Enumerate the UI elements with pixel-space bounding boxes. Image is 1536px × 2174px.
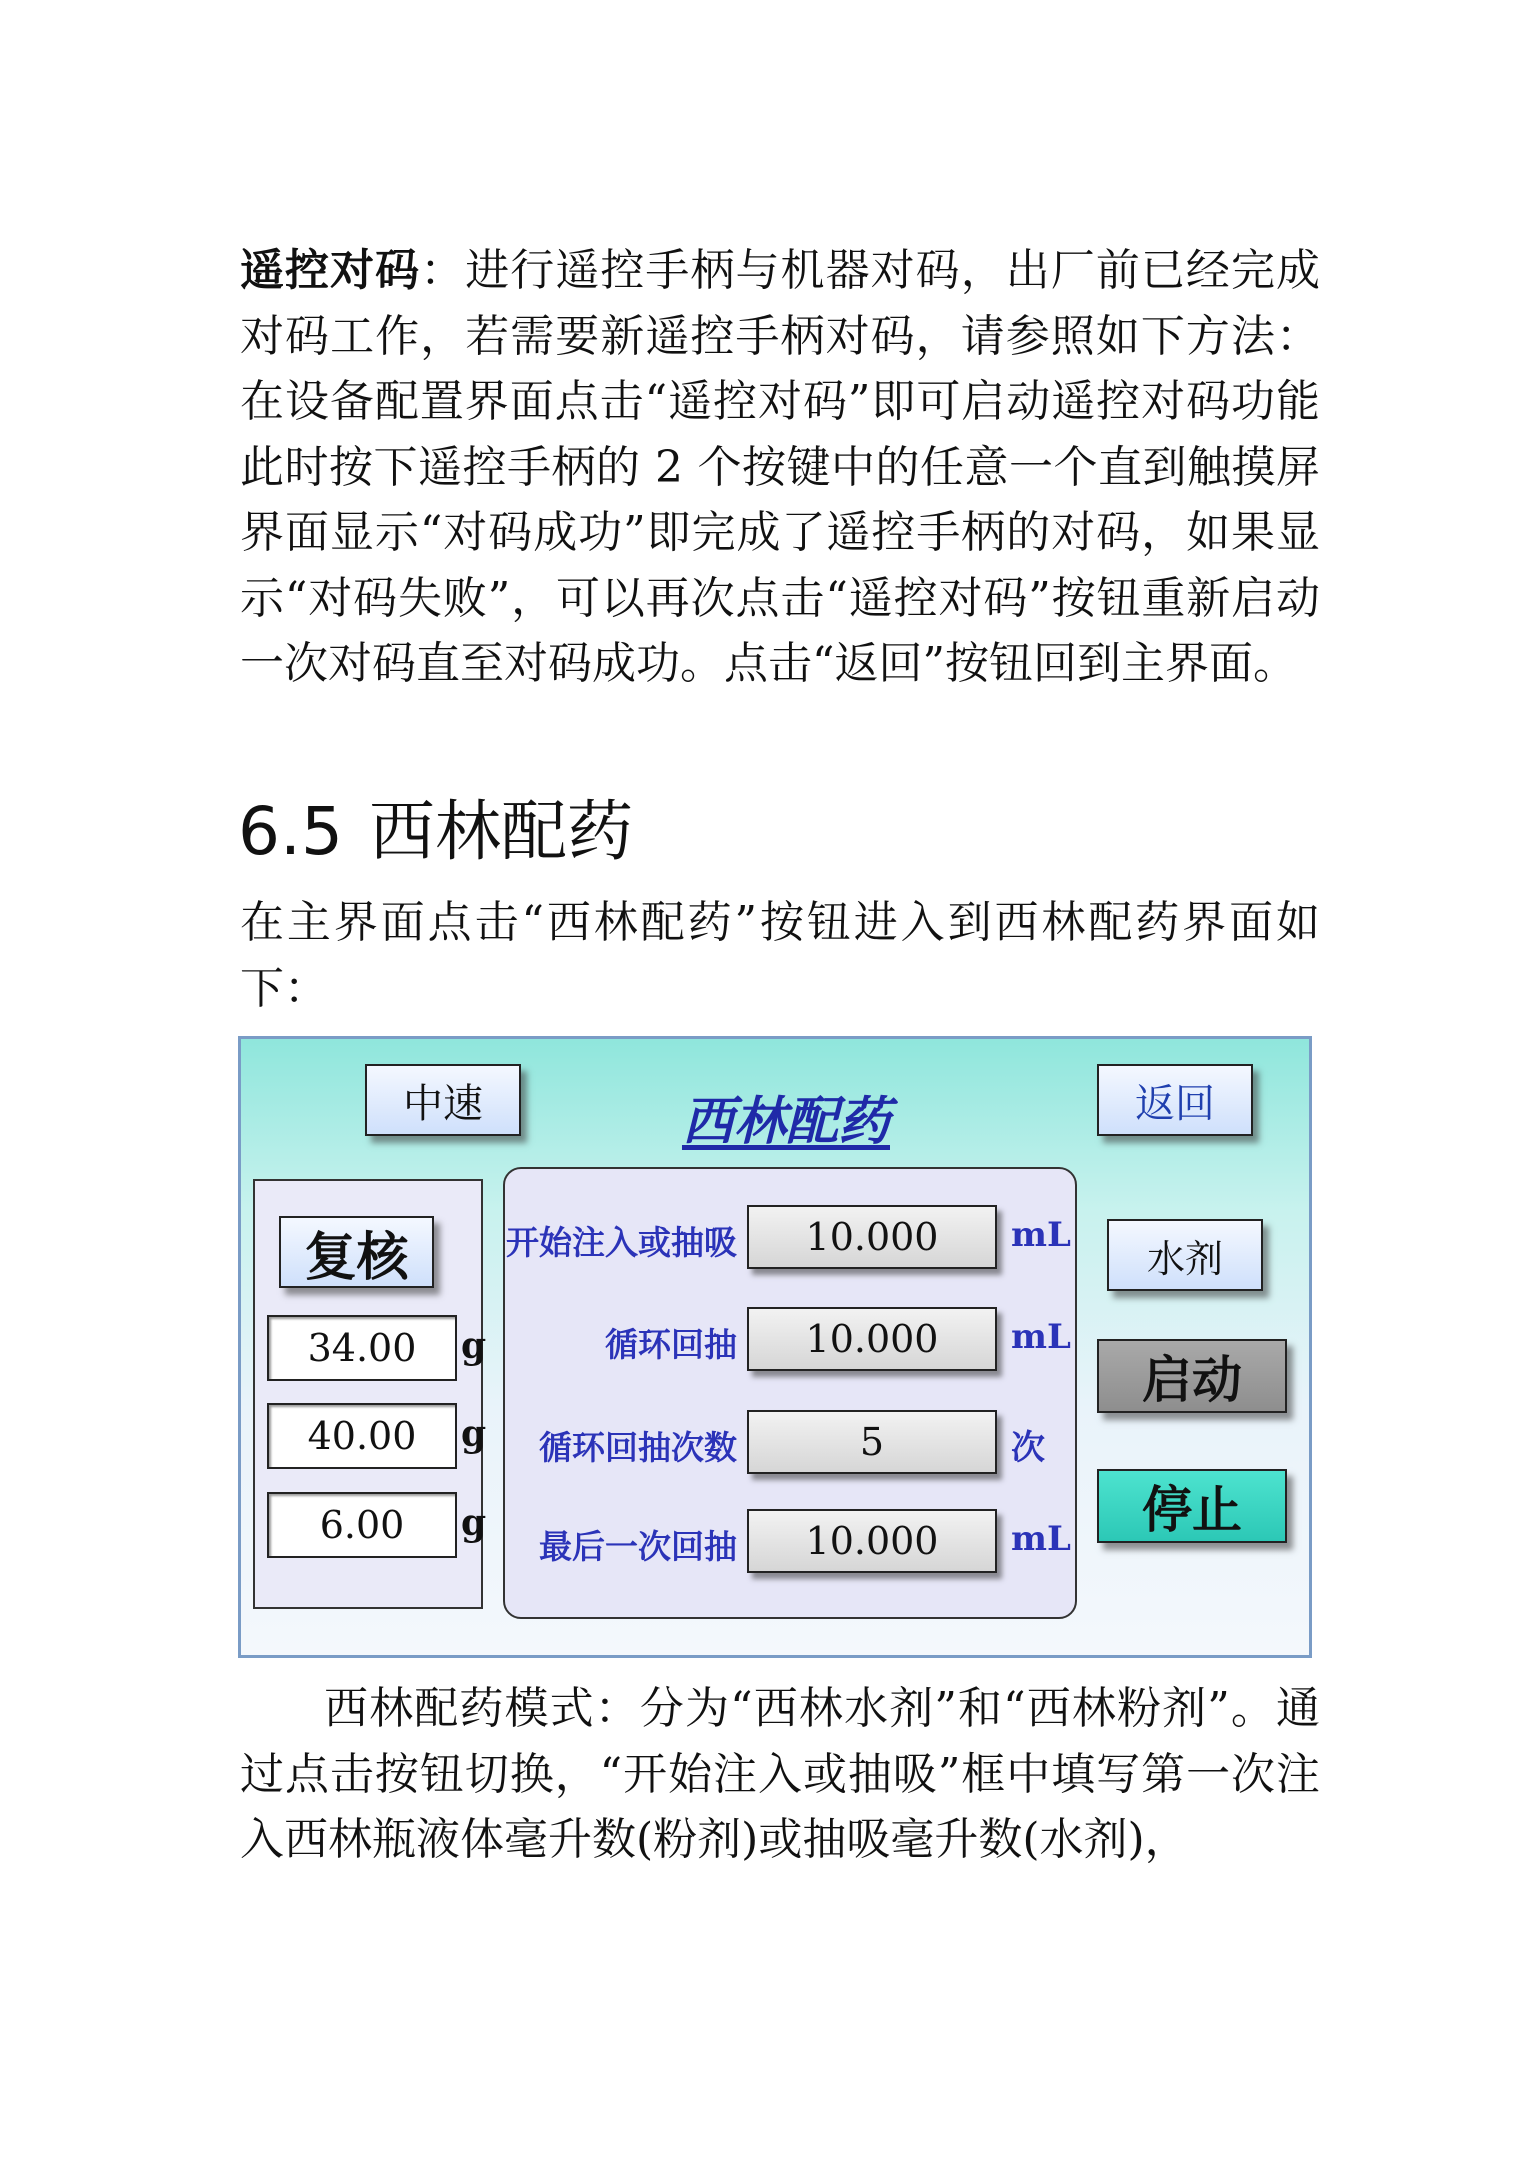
- weight-field-3[interactable]: 6.00: [267, 1492, 457, 1558]
- param-unit-cycle-count: 次: [1011, 1428, 1045, 1468]
- remote-pairing-paragraph: [240, 238, 1320, 697]
- section-title: 西林配药: [368, 793, 633, 870]
- start-button[interactable]: 启动: [1097, 1339, 1287, 1413]
- param-label-final-draw: 最后一次回抽: [539, 1527, 737, 1566]
- weight-panel: [253, 1179, 487, 1609]
- param-field-final-draw[interactable]: 10.000: [747, 1509, 997, 1573]
- param-field-cycle-draw[interactable]: 10.000: [747, 1307, 997, 1371]
- param-field-cycle-count[interactable]: 5: [747, 1410, 997, 1474]
- water-mode-button[interactable]: 水剂: [1107, 1219, 1263, 1291]
- remote-pairing-term: 遥控对码: [240, 245, 421, 296]
- weight-unit-1: g: [461, 1325, 487, 1367]
- param-label-cycle-count: 循环回抽次数: [539, 1428, 737, 1467]
- param-label-cycle-draw: 循环回抽: [605, 1325, 737, 1364]
- param-field-initial-draw[interactable]: 10.000: [747, 1205, 997, 1269]
- param-unit-initial-draw: mL: [1011, 1215, 1071, 1255]
- weight-field-2[interactable]: 40.00: [267, 1403, 457, 1469]
- weight-field-1[interactable]: 34.00: [267, 1315, 457, 1381]
- param-label-initial-draw: 开始注入或抽吸: [506, 1223, 737, 1262]
- section-number: 6.5: [238, 793, 343, 870]
- param-unit-cycle-draw: mL: [1011, 1317, 1071, 1357]
- section-heading: [238, 792, 633, 872]
- recheck-button[interactable]: 复核: [279, 1216, 434, 1288]
- weight-unit-3: g: [461, 1502, 487, 1544]
- intro-paragraph: 在主界面点击“西林配药”按钮进入到西林配药界面如下：: [240, 897, 1320, 1014]
- xilin-dispensing-screen: [238, 1036, 1312, 1658]
- param-unit-final-draw: mL: [1011, 1519, 1071, 1559]
- remote-pairing-text: ：进行遥控手柄与机器对码，出厂前已经完成对码工作，若需要新遥控手柄对码，请参照如下方法：在设备配置界面点击“遥控对码”即可启动遥控对码功能此时按下遥控手柄的 2 个按键中的任意一个直到触摸屏界面显示“对码成功”即完成了遥控手柄的对码，如果显示“对码失败”，可以再次点击“遥控对码”按钮重新启动一次对码直至对码成功。点击“返回”按钮回到主界面。: [240, 245, 1321, 689]
- mode-description-paragraph: 西林配药模式：分为“西林水剂”和“西林粉剂”。通过点击按钮切换，“开始注入或抽吸”框中填写第一次注入西林瓶液体毫升数(粉剂)或抽吸毫升数(水剂)，: [240, 1683, 1320, 1865]
- speed-button[interactable]: 中速: [365, 1064, 521, 1136]
- weight-unit-2: g: [461, 1413, 487, 1455]
- stop-button[interactable]: 停止: [1097, 1469, 1287, 1543]
- parameter-panel: [503, 1167, 1077, 1619]
- back-button[interactable]: 返回: [1097, 1064, 1253, 1136]
- screen-title: 西林配药: [681, 1091, 890, 1152]
